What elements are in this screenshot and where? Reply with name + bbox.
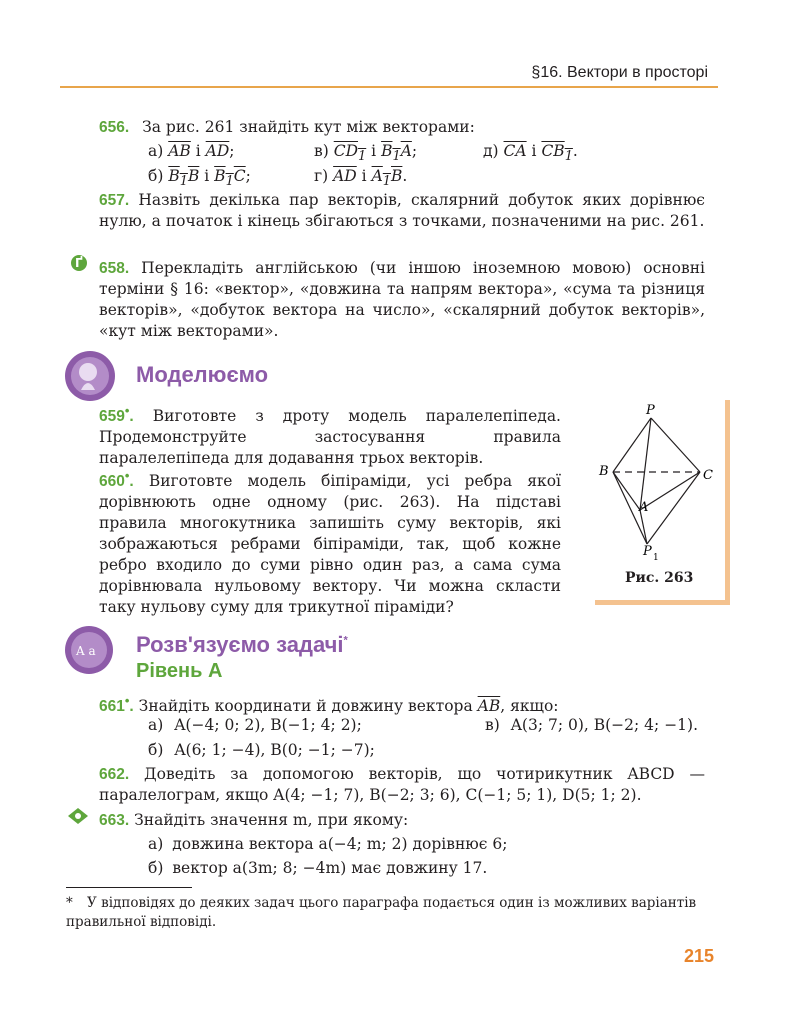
punct: ; xyxy=(411,142,418,160)
problem-text: Виготовте з дроту модель паралелепіпеда. Продемонструйте застосування правила паралелепіпеда для додавання трьох векторів. xyxy=(99,407,561,468)
running-header: §16. Вектори в просторі xyxy=(531,64,708,81)
tasks-section-icon xyxy=(64,625,114,675)
item-text: A(3; 7; 0), B(−2; 4; −1). xyxy=(510,716,699,734)
problem-661 xyxy=(99,690,719,717)
problem-660 xyxy=(99,465,561,618)
item-label: в) xyxy=(314,142,329,160)
footnote-marker: * xyxy=(66,895,73,911)
item-text: довжина вектора a(−4; m; 2) дорівнює 6; xyxy=(172,835,508,853)
problem-number: 659•. xyxy=(99,403,134,426)
item-label: б) xyxy=(148,859,164,877)
bipyramid-figure xyxy=(595,400,725,570)
item-label: б) xyxy=(148,741,164,759)
vector: $A_1B$ xyxy=(371,167,403,190)
label-P: P xyxy=(646,403,655,418)
vector: $\overline{CA}$ xyxy=(503,142,527,160)
item-text: A(6; 1; −4), B(0; −1; −7); xyxy=(174,741,375,759)
problem-659 xyxy=(99,400,561,469)
punct: ; xyxy=(245,167,251,185)
vector: $\overline{AD}$ xyxy=(333,167,357,185)
problem-text: Назвіть декілька пар векторів, скалярний добуток яких дорівнює нулю, а початок і кінець збігаються з точками, позначеними на рис. 261. xyxy=(99,191,705,230)
problem-656-row-1b xyxy=(314,141,417,167)
conj: і xyxy=(531,142,537,160)
label-P1: P xyxy=(643,544,652,559)
item-label: а) xyxy=(148,835,164,853)
problem-658 xyxy=(99,258,705,342)
item-text: вектор a(3m; 8; −4m) має довжину 17. xyxy=(172,859,488,877)
problem-number: 661•. xyxy=(99,693,134,716)
problem-661-b xyxy=(148,740,375,761)
problem-662 xyxy=(99,764,705,806)
section-title-tasks: Розв'язуємо задачі* xyxy=(136,632,348,657)
conj: і xyxy=(371,142,377,160)
vector: $B_1A$ xyxy=(381,142,412,165)
problem-656 xyxy=(99,117,719,138)
problem-number: 660•. xyxy=(99,468,134,491)
punct: . xyxy=(572,142,578,160)
footnote xyxy=(66,894,716,932)
item-text: A(−4; 0; 2), B(−1; 4; 2); xyxy=(174,716,362,734)
label-A: A xyxy=(639,500,649,515)
problem-text: Перекладіть англійською (чи іншою іноземною мовою) основні терміни § 16: «вектор», «довжина та напрям вектора», «сума та різниця векторів», «добуток вектора на число», «скалярний добуток векторів», «кут між векторами». xyxy=(99,259,705,340)
modeling-section-icon xyxy=(64,350,116,402)
problem-text-end: , якщо: xyxy=(500,697,559,716)
problem-663 xyxy=(99,810,719,831)
problem-text: Доведіть за допомогою векторів, що чотирикутник ABCD — паралелограм, якщо A(4; −1; 7), B(−2; 3; 6), C(−1; 5; 1), D(5; 1; 2). xyxy=(99,765,705,804)
problem-text: За рис. 261 знайдіть кут між векторами: xyxy=(142,118,475,136)
problem-number: 656. xyxy=(99,119,130,136)
header-rule xyxy=(60,86,718,88)
icon-letters: A a xyxy=(76,644,96,658)
label-C: C xyxy=(703,468,713,483)
vector: $B_1C$ xyxy=(214,167,246,190)
problem-656-row-1c xyxy=(483,141,578,167)
vector: $CD_1$ xyxy=(333,142,367,165)
item-label: г) xyxy=(314,167,329,185)
figure-caption: Рис. 263 xyxy=(625,570,694,586)
item-label: а) xyxy=(148,716,164,734)
page-number: 215 xyxy=(684,946,715,966)
problem-661-v xyxy=(485,715,698,736)
svg-text:Ґ: Ґ xyxy=(75,256,83,270)
problem-656-row-1 xyxy=(148,141,235,162)
section-title-modeling: Моделюємо xyxy=(136,362,269,387)
label-P1-sub: 1 xyxy=(653,553,659,563)
problem-text: Знайдіть значення m, при якому: xyxy=(134,811,409,829)
item-label: б) xyxy=(148,167,164,185)
item-label: а) xyxy=(148,142,164,160)
item-label: в) xyxy=(485,716,500,734)
problem-number: 662. xyxy=(99,766,130,783)
label-B: B xyxy=(599,464,609,479)
punct: ; xyxy=(229,142,235,160)
conj: і xyxy=(361,167,367,185)
problem-656-row-2b xyxy=(314,166,407,192)
punct: . xyxy=(402,167,408,185)
problem-text: Знайдіть координати й довжину вектора xyxy=(138,697,473,716)
problem-663-b xyxy=(148,858,487,879)
problem-number: 658. xyxy=(99,260,130,277)
problem-657 xyxy=(99,190,705,232)
vector: $\overline{AB}$ xyxy=(477,697,501,716)
problem-656-row-2 xyxy=(148,166,251,192)
problem-663-a xyxy=(148,834,507,855)
vector: $\overline{AD}$ xyxy=(205,142,230,160)
creative-task-icon xyxy=(68,250,90,272)
home-task-icon xyxy=(66,806,90,826)
level-heading: Рівень А xyxy=(136,660,223,682)
vector: $\overline{AB}$ xyxy=(168,142,191,160)
vector: $B_1B$ xyxy=(168,167,200,190)
problem-number: 657. xyxy=(99,192,130,209)
footnote-rule xyxy=(66,887,192,888)
footnote-text: У відповідях до деяких задач цього параграфа подається один із можливих варіантів правильної відповіді. xyxy=(66,895,697,930)
problem-661-a xyxy=(148,715,362,736)
problem-text: Виготовте модель біпіраміди, усі ребра якої дорівнюють одне одному (рис. 263). На підставі правила многокутника запишіть суму векторів, які зображаються ребрами біпіраміди, так, щоб кожне ребро входило до суми рівно один раз, а сама сума дорівнювала нульовому вектору. Чи можна скласти таку нульову суму для трикутної піраміди? xyxy=(99,472,561,617)
problem-number: 663. xyxy=(99,812,130,829)
conj: і xyxy=(195,142,201,160)
vector: $CB_1$ xyxy=(541,142,573,165)
item-label: д) xyxy=(483,142,499,160)
conj: і xyxy=(204,167,210,185)
